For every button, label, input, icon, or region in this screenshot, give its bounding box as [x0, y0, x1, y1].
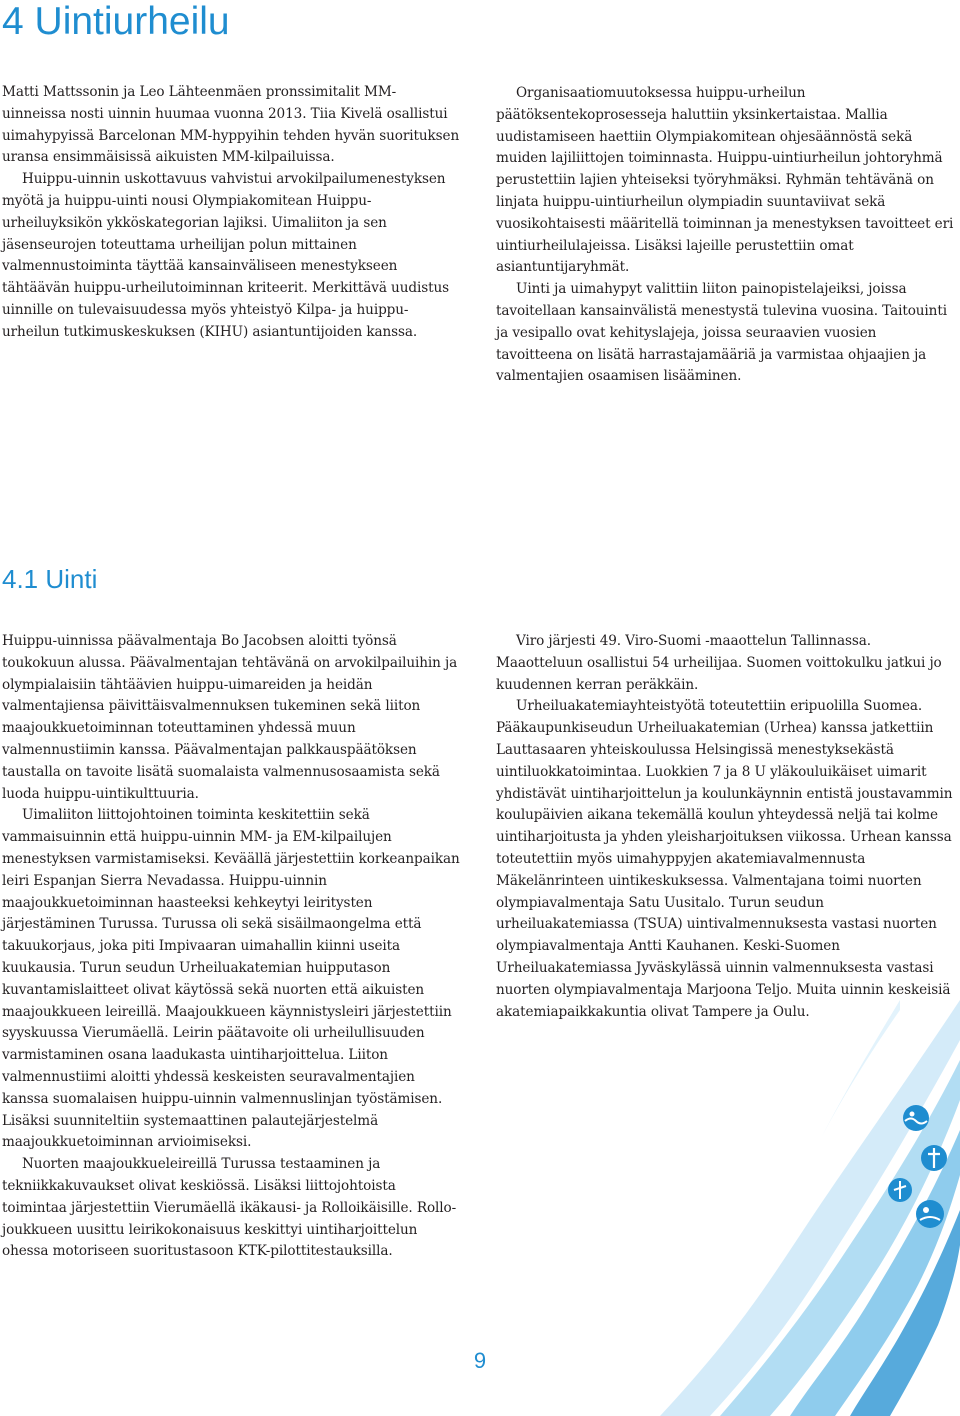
- swimmer-icon: [903, 1105, 929, 1131]
- paragraph: Organisaatiomuutoksessa huippu-urheilun päätöksentekoprosesseja haluttiin yksinkertaistaa. Mallia uudistamiseen haettiin Olympiakomitean ohjesäännöstä sekä muiden lajiliittojen toiminnasta. Huippu-uintiurheilun johtoryhmä perustettiin lajien yhteiseksi työryhmäksi. Ryhmän tehtävänä on linjata huippu-uintiurheilun olympiadin suuntaviivat sekä vuosikohtaisesti määritellä toiminnan ja menestyksen tavoitteet eri uintiurheilulajeissa. Lisäksi lajeille perustettiin omat asiantuntijaryhmät.: [496, 85, 954, 276]
- paragraph: Huippu-uinnin uskottavuus vahvistui arvokilpailumenestyksen myötä ja huippu-uinti nousi Olympiakomitean Huippu-urheiluyksikön ykköskategorian lajiksi. Uimaliiton ja sen jäsenseurojen toteuttama urheilijan polun mittainen valmennustoiminta täyttää kansainväliseen menestykseen tähtäävän huippu-urheilutoiminnan kriteerit. Merkittävä uudistus uinnille on tulevaisuudessa myös yhteistyö Kilpa- ja huippu-urheilun tutkimuskeskuksen (KIHU) asiantuntijoiden kanssa.: [2, 171, 449, 340]
- water-ribbon-decoration: [600, 1000, 960, 1416]
- water-polo-icon: [916, 1200, 944, 1228]
- page-number: 9: [473, 1348, 487, 1373]
- section-heading: 4.1 Uinti: [2, 564, 98, 594]
- paragraph: Huippu-uinnissa päävalmentaja Bo Jacobsen aloitti työnsä toukokuun alussa. Päävalmentajan tehtävänä on arvokilpailuihin ja olympialaisiin tähtäävien huippu-uimareiden ja heidän valmentajiensa päivittäisvalmennuksen tukeminen sekä liiton maajoukkuetoiminnan toteuttaminen yhdessä muun valmennustiimin kanssa. Päävalmentajan palkkauspäätöksen taustalla on tavoite lisätä suomalaista valmennusosaamista sekä luoda huippu-uintikulttuuria.: [2, 633, 458, 802]
- paragraph: Nuorten maajoukkueleireillä Turussa testaaminen ja tekniikkakuvaukset olivat keskiössä. Lisäksi liittojohtoista toimintaa järjestettiin Vierumäellä ikäkausi- ja Rolloikäisille. Rollo-joukkueen uusittu leirikokonaisuus keskittyi uintiharjoittelun ohessa motoriseen suoritustasoon KTK-pilottitestauksilla.: [2, 1156, 457, 1260]
- intro-column-left: [2, 82, 460, 344]
- paragraph: Urheiluakatemiayhteistyötä toteutettiin eripuolilla Suomea. Pääkaupunkiseudun Urheiluakatemian (Urhea) kanssa jatkettiin Lauttasaaren yhteiskoulussa Helsingissä menestyksekästä uintiluokkatoimintaa. Luokkien 7 ja 8 U yläkouluikäiset uimarit yhdistävät uintiharjoittelun ja koulunkäynnin entistä joustavammin koulupäivien aikana tekemällä koulun yhteydessä neljä tai kolme uintiharjoitusta ja yhden yleisharjoituksen viikossa. Urhean kanssa toteutettiin myös uimahyppyjen akatemiavalmennusta Mäkelänrinteen uintikeskuksessa. Valmentajana toimi nuorten olympiavalmentaja Satu Uusitalo. Turun seudun urheiluakatemiassa (TSUA) uintivalmennuksesta vastasi nuorten olympiavalmentaja Antti Kauhanen. Keski-Suomen Urheiluakatemiassa Jyväskylässä uinnin valmennuksesta vastasi nuorten olympiavalmentaja Marjoona Teljo. Muita uinnin keskeisiä akatemiapaikkakuntia olivat Tampere ja Oulu.: [496, 698, 953, 1020]
- paragraph: Uimaliiton liittojohtoinen toiminta keskitettiin sekä vammaisuinnin että huippu-uinnin MM- ja EM-kilpailujen menestyksen varmistamiseksi. Keväällä järjestettiin korkeanpaikan leiri Espanjan Sierra Nevadassa. Huippu-uinnin maajoukkuetoiminnan haasteeksi kehkeytyi leiritysten järjestäminen Turussa. Turussa oli sekä sisäilmaongelma että takuukorjaus, joka piti Impivaaran uimahallin kiinni useita kuukausia. Turun seudun Urheiluakatemian huipputason kuvantamislaitteet olivat käytössä sekä nuorten että aikuisten maajoukkueen leireillä. Maajoukkueen käynnistysleiri järjestettiin syyskuussa Vierumäellä. Leirin päätavoite oli urheilullisuuden varmistaminen osana laadukasta uintiharjoittelua. Liiton valmennustiimi aloitti yhdessä keskeisten seuravalmentajien kanssa suomalaisen huippu-uinnin valmennuslinjan työstämisen. Lisäksi suunniteltiin systemaattinen palautejärjestelmä maajoukkuetoiminnan arvioimiseksi.: [2, 807, 460, 1151]
- intro-column-right: [496, 83, 956, 388]
- paragraph: Matti Mattssonin ja Leo Lähteenmäen pronssimitalit MM-uinneissa nosti uinnin huumaa vuonna 2013. Tiia Kivelä osallistui uimahypyissä Barcelonan MM-hyppyihin tehden hyvän suorituksen uransa ensimmäisissä aikuisten MM-kilpailuissa.: [2, 84, 460, 166]
- paragraph: Viro järjesti 49. Viro-Suomi -maaottelun Tallinnassa. Maaotteluun osallistui 54 urheilijaa. Suomen voittokulku jatkui jo kuudennen kerran peräkkäin.: [496, 633, 942, 693]
- chapter-heading: 4 Uintiurheilu: [2, 0, 230, 43]
- paragraph: Uinti ja uimahypyt valittiin liiton painopistelajeiksi, joissa tavoitellaan kansainvälistä menestystä tulevina vuosina. Taitouinti ja vesipallo ovat kehityslajeja, joissa seuraavien vuosien tavoitteena on lisätä harrastajamääriä ja varmistaa ohjaajien ja valmentajien osaamisen lisääminen.: [496, 281, 947, 385]
- synchronized-swimmer-icon: [888, 1178, 912, 1202]
- diver-icon: [921, 1145, 947, 1171]
- section-column-right: [496, 631, 956, 1023]
- section-column-left: [2, 631, 460, 1263]
